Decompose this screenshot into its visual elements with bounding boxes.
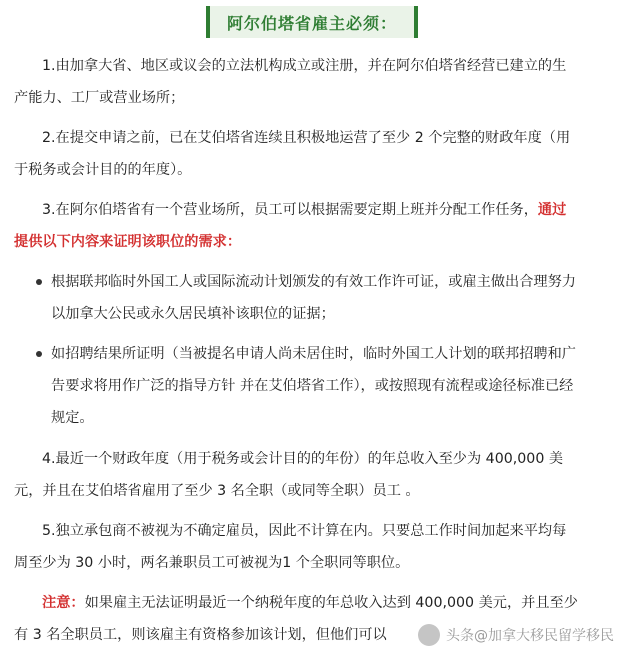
- bullet-1-line-2: 以加拿大公民或永久居民填补该职位的证据；: [51, 306, 335, 322]
- watermark-logo-icon: [418, 624, 440, 646]
- bullet-item: [14, 266, 626, 330]
- paragraph-3: [14, 194, 626, 258]
- paragraph-3-emphasis-line: 提供以下内容来证明该职位的需求：: [14, 234, 242, 250]
- paragraph-5: [14, 515, 626, 579]
- paragraph-3-emphasis-start: 通过: [537, 202, 567, 218]
- section-title: 阿尔伯塔省雇主必须：: [226, 13, 397, 33]
- note-line-1-text: 如果雇主无法证明最近一个纳税年度的年总收入达到 400,000 美元，并且至少: [84, 595, 578, 611]
- note-line-2: 有 3 名全职员工，则该雇主有资格参加该计划，但他们可以: [14, 627, 387, 643]
- paragraph-2-line-2: 于税务或会计目的的年度）。: [14, 162, 192, 178]
- paragraph-5-line-1: 5.独立承包商不被视为不确定雇员，因此不计算在内。只要总工作时间加起来平均每: [42, 523, 567, 539]
- bullet-dot-icon: [36, 279, 42, 285]
- bullet-1-line-1: 根据联邦临时外国工人或国际流动计划颁发的有效工作许可证，或雇主做出合理努力: [51, 274, 576, 290]
- paragraph-1-line-1: 1.由加拿大省、地区或议会的立法机构成立或注册，并在阿尔伯塔省经营已建立的生: [42, 58, 567, 74]
- section-title-box: [206, 6, 418, 38]
- note-line-1: [14, 587, 626, 619]
- paragraph-5-line-2: 周至少为 30 小时，两名兼职员工可被视为1 个全职同等职位。: [14, 555, 410, 571]
- paragraph-3-line-1-text: 3.在阿尔伯塔省有一个营业场所，员工可以根据需要定期上班并分配工作任务，: [42, 202, 538, 218]
- bullet-2-line-2: 告要求将用作广泛的指导方针 并在艾伯塔省工作），或按照现有流程或途径标准已经: [51, 378, 574, 394]
- bullet-2-line-1: 如招聘结果所证明（当被提名申请人尚未居住时，临时外国工人计划的联邦招聘和广: [51, 346, 576, 362]
- paragraph-4-line-2: 元，并且在艾伯塔省雇用了至少 3 名全职（或同等全职）员工 。: [14, 483, 420, 499]
- note-label: 注意：: [42, 595, 85, 611]
- paragraph-2-line-1: 2.在提交申请之前，已在艾伯塔省连续且积极地运营了至少 2 个完整的财政年度（用: [42, 130, 571, 146]
- bullet-2-line-3: 规定。: [51, 410, 94, 426]
- watermark: [418, 622, 628, 648]
- bullet-item: [14, 338, 626, 434]
- paragraph-4-line-1: 4.最近一个财政年度（用于税务或会计目的的年份）的年总收入至少为 400,000 美: [42, 451, 564, 467]
- paragraph-2: [14, 122, 626, 186]
- paragraph-1-line-2: 产能力、工厂或营业场所；: [14, 90, 185, 106]
- bullet-dot-icon: [36, 351, 42, 357]
- watermark-text: 头条@加拿大移民留学移民: [446, 628, 614, 644]
- paragraph-1: [14, 50, 626, 114]
- paragraph-3-line-1: [14, 194, 626, 226]
- paragraph-4: [14, 443, 626, 507]
